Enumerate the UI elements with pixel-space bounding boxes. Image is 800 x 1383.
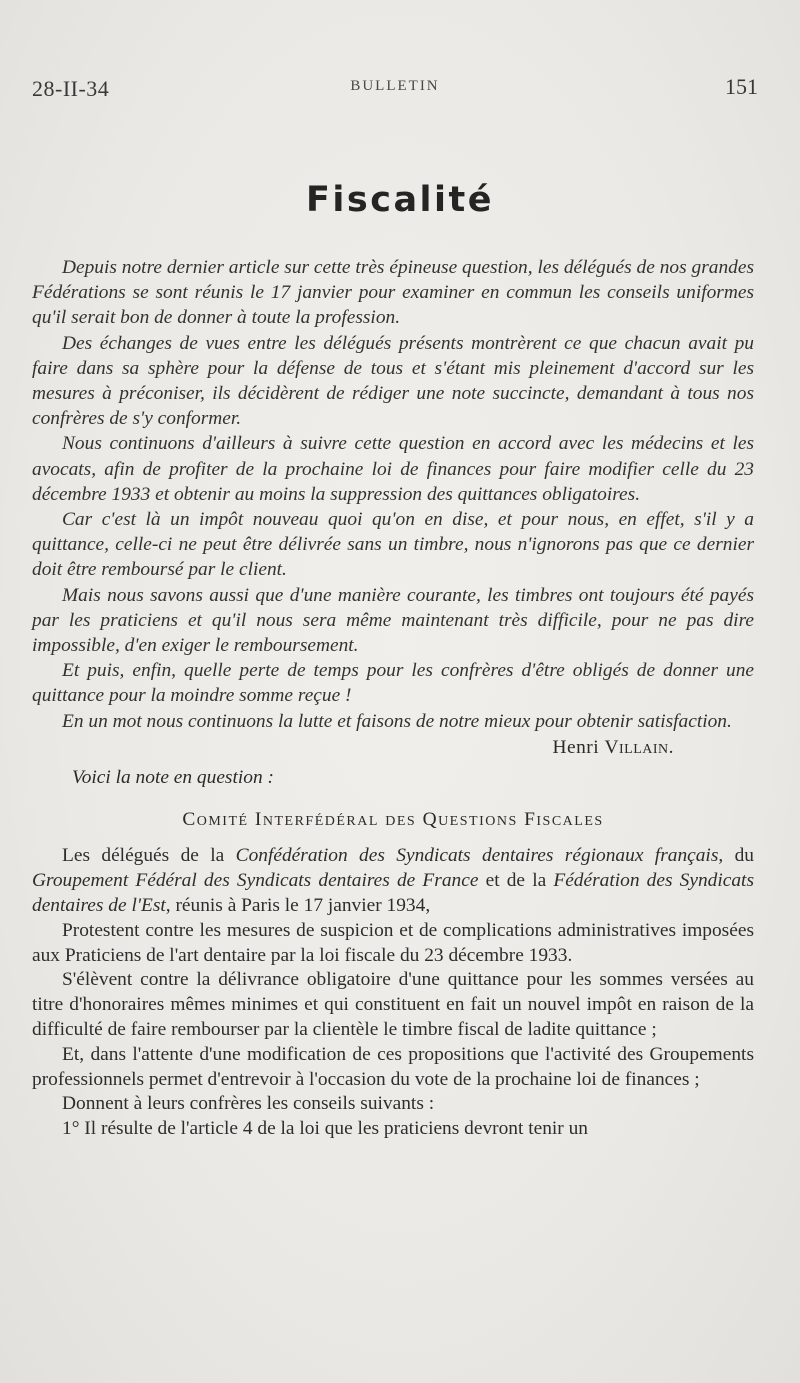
note-paragraph: Donnent à leurs confrères les conseils suivants :: [62, 1093, 435, 1115]
intro-paragraph: Et puis, enfin, quelle perte de temps pour les confrères d'être obligés de donner une quittance pour la moindre somme reçue !: [32, 660, 754, 707]
note-text: , du: [718, 845, 754, 867]
page-number: 151: [725, 74, 758, 99]
note-text: et de la: [478, 870, 554, 892]
note-paragraph: [32, 844, 754, 918]
note-text: , réunis à Paris le 17 janvier 1934,: [165, 895, 431, 917]
organization-name: Groupement Fédéral des Syndicats dentaires de France: [32, 870, 479, 892]
intro-paragraph: Depuis notre dernier article sur cette très épineuse question, les délégués de nos grandes Fédérations se sont réunis le 17 janvier pour examiner en commun les conseils uniformes qu'il serait bon de donner à toute la profession.: [32, 257, 754, 329]
article-body: [32, 255, 754, 1142]
intro-paragraph: Des échanges de vues entre les délégués présents montrèrent ce que chacun avait pu faire dans sa sphère pour la défense de tous et s'étant mis pleinement d'accord sur les mesures à préconiser, ils décidèrent de rédiger une note succincte, demandant à tous nos confrères de s'y conformer.: [32, 332, 754, 430]
note-paragraph: Et, dans l'attente d'une modification de ces propositions que l'activité des Groupements professionnels permet d'entrevoir à l'occasion du vote de la prochaine loi de finances ;: [32, 1043, 754, 1090]
author-first-name: Henri: [552, 736, 600, 758]
intro-paragraph: Car c'est là un impôt nouveau quoi qu'on en dise, et pour nous, en effet, s'il y a quittance, celle-ci ne peut être délivrée sans un timbre, nous n'ignorons pas que ce dernier doit être remboursé par le client.: [32, 509, 754, 581]
running-title: BULLETIN: [350, 78, 440, 94]
note-text: Les délégués de la: [62, 845, 236, 867]
note-paragraph: S'élèvent contre la délivrance obligatoire d'une quittance pour les sommes versées au titre d'honoraires mêmes minimes et qui constituent en fait un nouvel impôt en raison de la difficulté de faire rembourser par la clientèle le timbre fiscal de ladite quittance ;: [32, 969, 754, 1041]
author-last-name: Villain.: [604, 736, 674, 758]
note-intro: Voici la note en question :: [72, 767, 274, 789]
organization-name: Fédération des Syndicats dentaires de l'Est: [32, 870, 754, 917]
note-paragraph: 1° Il résulte de l'article 4 de la loi que les praticiens devront tenir un: [62, 1118, 588, 1140]
intro-paragraph: En un mot nous continuons la lutte et faisons de notre mieux pour obtenir satisfaction.: [62, 710, 732, 732]
author-signature: [32, 735, 754, 760]
intro-paragraph: Nous continuons d'ailleurs à suivre cette question en accord avec les médecins et les avocats, afin de profiter de la prochaine loi de finances pour faire modifier celle du 23 décembre 1933 et obtenir au moins la suppression des quittances obligatoires.: [32, 433, 754, 505]
note-paragraph: Protestent contre les mesures de suspicion et de complications administratives imposées aux Praticiens de l'art dentaire par la loi fiscale du 23 décembre 1933.: [32, 919, 754, 966]
organization-name: Confédération des Syndicats dentaires régionaux français: [235, 845, 719, 867]
article-title: Fiscalité: [305, 180, 495, 220]
intro-paragraph: Mais nous savons aussi que d'une manière courante, les timbres ont toujours été payés par les praticiens et qu'il nous sera même maintenant très difficile, pour ne pas dire impossible, d'en exiger le remboursement.: [32, 584, 754, 657]
issue-date: 28-II-34: [32, 76, 110, 101]
committee-heading: Comité Interfédéral des Questions Fiscales: [182, 809, 604, 831]
page-header: [32, 74, 758, 104]
